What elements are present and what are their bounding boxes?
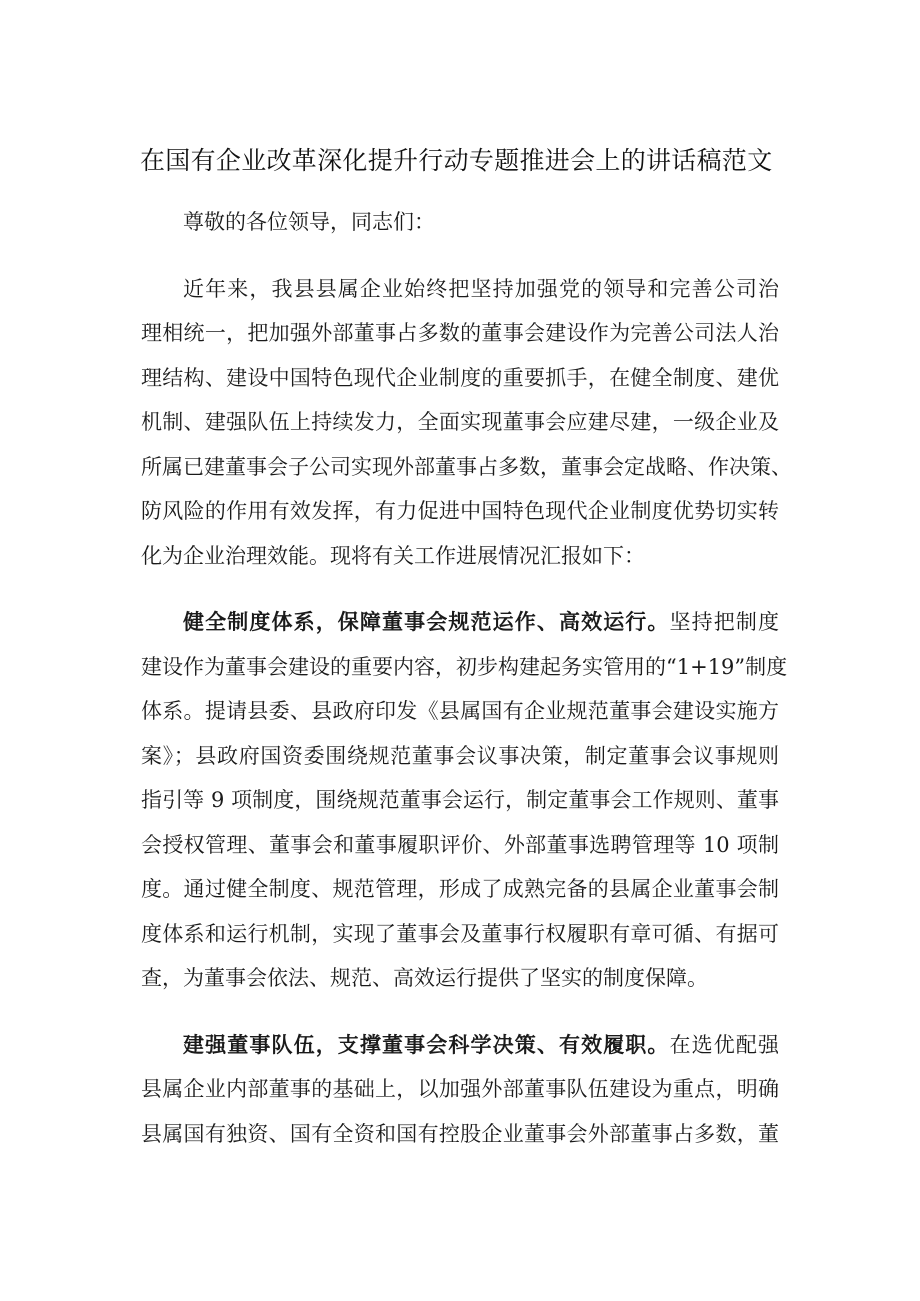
paragraph-line: 查，为董事会依法、规范、高效运行提供了坚实的制度保障。 [141, 966, 708, 990]
paragraph-line: 县属企业内部董事的基础上，以加强外部董事队伍建设为重点，明确 [141, 1077, 779, 1101]
paragraph-spacer [141, 578, 779, 600]
paragraph-first-line [141, 600, 779, 645]
document-title: 在国有企业改革深化提升行动专题推进会上的讲话稿范文 [140, 146, 773, 175]
paragraph-line: 建设作为董事会建设的重要内容，初步构建起务实管用的“1+19”制度 [141, 654, 788, 679]
greeting: 尊敬的各位领导，同志们： [183, 210, 435, 234]
paragraph-spacer [141, 245, 779, 267]
paragraph-first-line-text: 在选优配强 [669, 1032, 780, 1057]
paragraph-line: 所属已建董事会子公司实现外部董事占多数，董事会定战略、作决策、 [141, 454, 792, 479]
document-body [141, 200, 792, 1156]
paragraph-line: 化为企业治理效能。现将有关工作进展情况汇报如下： [141, 543, 645, 568]
paragraph-line: 体系。提请县委、县政府印发《县属国有企业规范董事会建设实施方 [141, 699, 779, 723]
paragraph-line: 防风险的作用有效发挥，有力促进中国特色现代企业制度优势切实转 [141, 499, 779, 523]
paragraph-line: 度。通过健全制度、规范管理，形成了成熟完备的县属企业董事会制 [141, 877, 779, 901]
paragraph-line: 度体系和运行机制，实现了董事会及董事行权履职有章可循、有据可 [141, 921, 779, 946]
paragraph-team [141, 1023, 779, 1157]
paragraph-line: 机制、建强队伍上持续发力，全面实现董事会应建尽建，一级企业及 [141, 410, 779, 434]
paragraph-system [141, 600, 788, 1001]
section-heading: 健全制度体系，保障董事会规范运作、高效运行。 [183, 609, 670, 634]
paragraph-line: 县属国有独资、国有全资和国有控股企业董事会外部董事占多数，董 [141, 1121, 779, 1146]
paragraph-spacer [141, 1001, 779, 1023]
paragraph-line: 理相统一，把加强外部董事占多数的董事会建设作为完善公司法人治 [141, 321, 779, 345]
paragraph-line: 指引等 9 项制度，围绕规范董事会运行，制定董事会工作规则、董事 [141, 788, 779, 812]
paragraph-line: 近年来，我县县属企业始终把坚持加强党的领导和完善公司治 [183, 276, 779, 301]
paragraph-line: 理结构、建设中国特色现代企业制度的重要抓手，在健全制度、建优 [141, 365, 779, 390]
paragraph-first-line-text: 坚持把制度 [669, 610, 780, 634]
paragraph-line: 案》；县政府国资委围绕规范董事会议事决策，制定董事会议事规则 [141, 743, 779, 768]
paragraph-first-line [141, 1023, 779, 1068]
paragraph-line: 会授权管理、董事会和董事履职评价、外部董事选聘管理等 10 项制 [141, 832, 779, 857]
paragraph-intro [141, 267, 792, 579]
section-heading: 建强董事队伍，支撑董事会科学决策、有效履职。 [183, 1031, 670, 1057]
